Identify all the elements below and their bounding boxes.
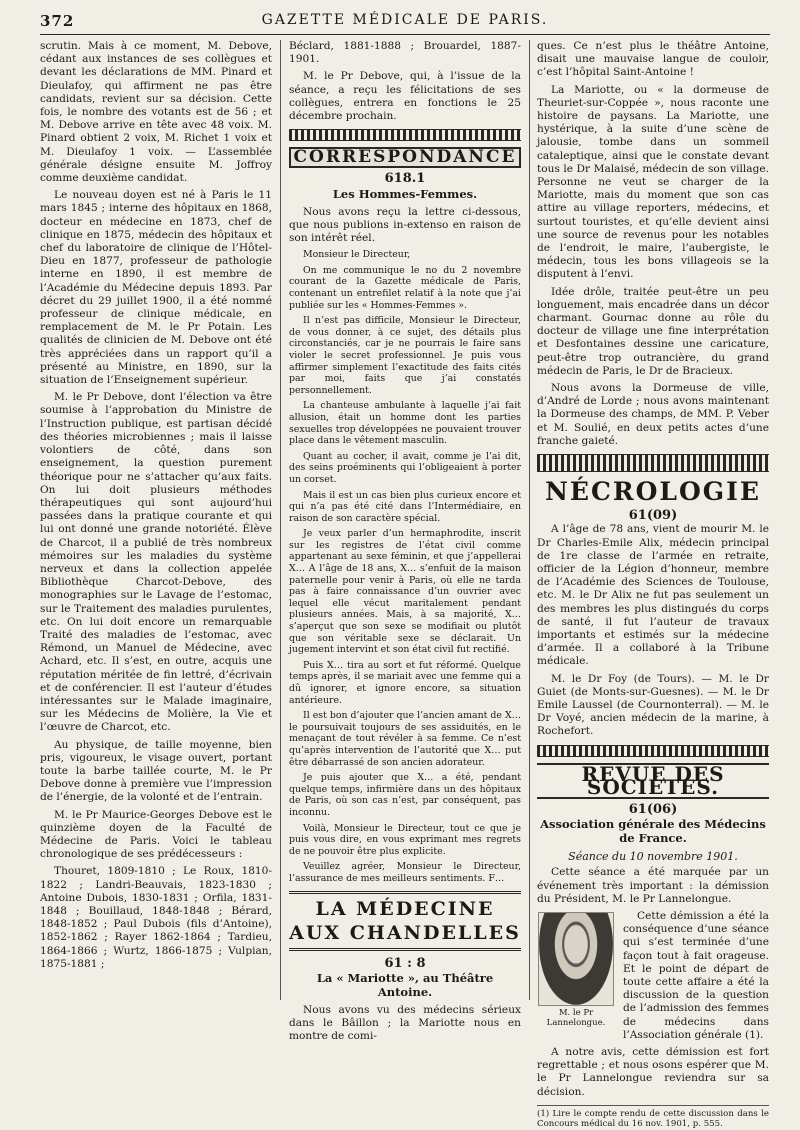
paragraph: Le nouveau doyen est né à Paris le 11 mars 1845 ; interne des hôpitaux en 1868, docteur en médecine en 1873, chef de clinique en 1875, médecin des hôpitaux et chef du laboratoire de clinique de l’Hôtel-Dieu en 1877, professeur de pathologie interne en 1890, il est membre de l’Académie du Médecine depuis 1893. Par décret du 29 juillet 1900, il a été nommé professeur de clinique médicale, en remplacement de M. le Pr Potain. Les qualités de clinicien de M. Debove ont été très appréciées dans un rapport qu’il a présenté au Ministre, en 1890, sur la situation de l’Enseignement supérieur. bbox=[40, 189, 272, 387]
paragraph: M. le Pr Debove, dont l’élection va être soumise à l’approbation du Ministre de l’Instruction publique, est partisan décidé des théories microbiennes ; mais il laisse volontiers de côté, dans son enseignement, la question purement théorique pour ne s’attacher qu’aux faits. On lui doit plusieurs méthodes thérapeutiques qui sont aujourd’hui passées dans la pratique courante et qui lui ont donné une grande notoriété. Élève de Charcot, il a publié de très nombreux mémoires sur les maladies du système nerveux et dans la collection appelée Bibliothèque Charcot-Debove, des monographies sur le Lavage de l’estomac, sur le Traitement des maladies purulentes, etc. On lui doit encore un remarquable Traité des maladies de l’estomac, avec Rémond, un Manuel de Médecine, avec Achard, etc. Il s’est, en outre, acquis une réputation méritée de fin lettré, d’écrivain et de conférencier. Il est l’auteur d’études intéressantes sur le Malade imaginaire, sur les Médecins de Molière, la Vie et l’œuvre de Charcot, etc. bbox=[40, 391, 272, 734]
section-number: 618.1 bbox=[384, 171, 426, 187]
column-right bbox=[537, 40, 769, 1130]
article-title: Association générale des Médecins de France. bbox=[540, 817, 766, 846]
paragraph: Il n’est pas difficile, Monsieur le Directeur, de vous donner, à ce sujet, des détails plus circonstanciés, car je ne pourrais le faire sans violer le secret professionnel. Je puis vous affirmer simplement l’exactitude des faits cités par moi, faits que j’ai constatés personnellement. bbox=[289, 315, 521, 396]
paragraph: La Mariotte, ou « la dormeuse de Theuriet-sur-Coppée », nous raconte une histoire de paysans. La Mariotte, une hystérique, à la suite d’une scène de jalousie, tombe dans un sommeil cataleptique, ainsi que le constate devant tous le Dr Malaisé, médecin de son village. Personne ne veut se charger de la Mariotte, mais du moment que son cas attire au village reporters, médecins, et surtout touristes, et qu’elle devient ainsi une source de revenus pour les notables de l’endroit, le maire, l’aubergiste, le médecin, tous les bons villageois se la disputent à l’envi. bbox=[537, 83, 769, 281]
paragraph: Je puis ajouter que X… a été, pendant quelque temps, infirmière dans un des hôpitaux de Paris, où son cas n’est, par conséquent, pas inconnu. bbox=[289, 772, 521, 818]
letter-closing: Veuillez agréer, Monsieur le Directeur, l’assurance de mes meilleurs sentiments. F… bbox=[289, 861, 521, 884]
paragraph: Cette démission a été la conséquence d’une séance qui s’est terminée d’une façon tout à fait orageuse. Et le point de départ de toute cette affaire a été la discussion de la question de l’admission des femmes de médecins dans l’Association générale (1). bbox=[623, 909, 769, 1041]
ornament-rule bbox=[537, 745, 769, 757]
column-middle bbox=[289, 40, 521, 1043]
session-date: Séance du 10 novembre 1901. bbox=[568, 850, 738, 864]
paragraph: Béclard, 1881-1888 ; Brouardel, 1887-1901. bbox=[289, 40, 521, 66]
section-title-necrologie: NÉCROLOGIE bbox=[545, 477, 761, 507]
portrait-figure bbox=[537, 912, 615, 1028]
paragraph: Voilà, Monsieur le Directeur, tout ce que je puis vous dire, en vous exprimant mes regrets de ne pouvoir être plus explicite. bbox=[289, 822, 521, 857]
column-left bbox=[40, 40, 272, 1000]
section-number: 61 : 8 bbox=[384, 955, 426, 971]
paragraph: M. le Dr Foy (de Tours). — M. le Dr Guiet (de Monts-sur-Guesnes). — M. le Dr Emile Laussel (de Cournonterral). — M. le Dr Voyé, ancien médecin de la marine, à Rochefort. bbox=[537, 672, 769, 738]
paragraph: Nous avons reçu la lettre ci-dessous, que nous publions in-extenso en raison de son intérêt réel. bbox=[289, 205, 521, 245]
section-title-revue-des-societes: REVUE DES SOCIÉTÉS. bbox=[537, 763, 769, 799]
section-number: 61(06) bbox=[628, 801, 678, 817]
ornament-rule bbox=[289, 129, 521, 141]
ornament-rule bbox=[537, 454, 769, 472]
paragraph: Nous avons vu des médecins sérieux dans le Bâillon ; la Mariotte nous en montre de comi- bbox=[289, 1003, 521, 1043]
column-divider-left bbox=[280, 40, 281, 1000]
paragraph: Cette séance a été marquée par un événement très important : la démission du Président, M. le Pr Lannelongue. bbox=[537, 866, 769, 905]
paragraph: A l’âge de 78 ans, vient de mourir M. le Dr Charles-Emile Alix, médecin principal de 1re classe de l’armée en retraite, officier de la Légion d’honneur, membre de l’Académie des Sciences de Toulouse, etc. M. le Dr Alix ne fut pas seulement un des membres les plus distingués du corps de santé, il fut l’auteur de travaux importants et estimés sur la médecine d’armée. Il a collaboré à la Tribune médicale. bbox=[537, 523, 769, 668]
paragraph: Idée drôle, traitée peut-être un peu longuement, mais encadrée dans un décor charmant. Gournac donne au rôle du docteur de village une fine interprétation et Desfontaines dessine une caricature, peut-être trop outrancière, du grand médecin de Paris, le Dr de Bracieux. bbox=[537, 285, 769, 377]
section-title-correspondance: CORRESPONDANCE bbox=[289, 147, 521, 168]
paragraph: Thouret, 1809-1810 ; Le Roux, 1810-1822 ; Landri-Beauvais, 1823-1830 ; Antoine Dubois, 1830-1831 ; Orfila, 1831-1848 ; Bouillaud, 1848-1848 ; Bérard, 1848-1852 ; Paul Dubois (fils d’Antoine), 1852-1862 ; Rayer 1862-1864 ; Tardieu, 1864-1866 ; Wurtz, 1866-1875 ; Vulpian, 1875-1881 ; bbox=[40, 865, 272, 970]
footnote: (1) Lire le compte rendu de cette discussion dans le Concours médical du 16 nov. 1901, p. 555. bbox=[537, 1105, 769, 1130]
paragraph: Il est bon d’ajouter que l’ancien amant de X… le poursuivait toujours de ses assiduités, en le menaçant de tout révéler à sa femme. Ce n’est qu’après intervention de l’autorité que X… put être débarrassé de son ancien adorateur. bbox=[289, 710, 521, 768]
section-title-medecine-aux-chandelles bbox=[289, 891, 521, 951]
paragraph: M. le Pr Debove, qui, à l’issue de la séance, a reçu les félicitations de ses collègues, entrera en fonctions le 25 décembre prochain. bbox=[289, 70, 521, 123]
article-title: Les Hommes-Femmes. bbox=[332, 186, 478, 201]
paragraph: On me communique le no du 2 novembre courant de la Gazette médicale de Paris, contenant un entrefilet relatif à la note que j’ai publiée sur les « Hommes-Femmes ». bbox=[289, 264, 521, 311]
paragraph: Quant au cocher, il avait, comme je l’ai dit, des seins proéminents qui l’obligeaient à porter un corset. bbox=[289, 450, 521, 485]
paragraph: Mais il est un cas bien plus curieux encore et qui n’a pas été cité dans l’Intermédiaire, en raison de son caractère spécial. bbox=[289, 489, 521, 524]
portrait-caption: M. le Pr Lannelongue. bbox=[546, 1007, 606, 1028]
paragraph: Puis X… tira au sort et fut réformé. Quelque temps après, il se mariait avec une femme qui a dû ignorer, et ignore encore, sa situation antérieure. bbox=[289, 659, 521, 706]
page-number: 372 bbox=[40, 12, 75, 30]
paragraph: Je veux parler d’un hermaphrodite, inscrit sur les registres de l’état civil comme appartenant au sexe féminin, et que j’appellerai X… A l’âge de 18 ans, X… s’enfuit de la maison paternelle pour venir à Paris, où elle ne tarda pas à faire connaissance d’un ouvrier avec lequel elle vécut maritalement pendant plusieurs années. Mais, à sa majorité, X… s’aperçut que son sexe se modifiait ou plutôt que son véritable sexe se déclarait. Un jugement intervint et son état civil fut rectifié. bbox=[289, 528, 521, 656]
page-header bbox=[40, 8, 770, 35]
letter-salutation: Monsieur le Directeur, bbox=[303, 249, 411, 261]
paragraph: scrutin. Mais à ce moment, M. Debove, cédant aux instances de ses collègues et devant les déclarations de MM. Pinard et Dieulafoy, qui affirment ne pas être candidats, revient sur sa décision. Cette fois, le nombre des votants est de 56 ; et M. Debove arrive en tête avec 48 voix. M. Pinard obtient 2 voix, M. Richet 1 voix et M. Dieulafoy 1 voix. — L’assemblée générale désigne ensuite M. Joffroy comme deuxième candidat. bbox=[40, 40, 272, 185]
paragraph: Nous avons la Dormeuse de ville, d’André de Lorde ; nous avons maintenant la Dormeuse des champs, de MM. P. Veber et M. Soulié, en deux petits actes d’une franche gaieté. bbox=[537, 382, 769, 447]
paragraph: La chanteuse ambulante à laquelle j’ai fait allusion, était un homme dont les parties sexuelles trop développées ne pouvaient trouver place dans le vêtement masculin. bbox=[289, 400, 521, 447]
portrait-engraving bbox=[538, 912, 614, 1006]
paragraph: M. le Pr Maurice-Georges Debove est le quinzième doyen de la Faculté de Médecine de Paris. Voici le tableau chronologique de ses prédécesseurs : bbox=[40, 808, 272, 861]
paragraph: Au physique, de taille moyenne, bien pris, vigoureux, le visage ouvert, portant toute la barbe taillée courte, M. le Pr Debove donne à première vue l’impression de l’énergie, de la volonté et de l’entrain. bbox=[40, 738, 272, 804]
paragraph: A notre avis, cette démission est fort regrettable ; et nous osons espérer que M. le Pr Lannelongue reviendra sur sa décision. bbox=[537, 1046, 769, 1098]
section-title-line: AUX CHANDELLES bbox=[289, 921, 521, 944]
column-divider-right bbox=[529, 40, 530, 1000]
journal-title: GAZETTE MÉDICALE DE PARIS. bbox=[261, 12, 549, 28]
article-title: La « Mariotte », au Théâtre Antoine. bbox=[316, 970, 494, 999]
section-title-line: LA MÉDECINE bbox=[315, 897, 495, 920]
paragraph: ques. Ce n’est plus le théâtre Antoine, disait une mauvaise langue de couloir, c’est l’hôpital Saint-Antoine ! bbox=[537, 40, 769, 79]
section-number: 61(09) bbox=[628, 508, 678, 524]
